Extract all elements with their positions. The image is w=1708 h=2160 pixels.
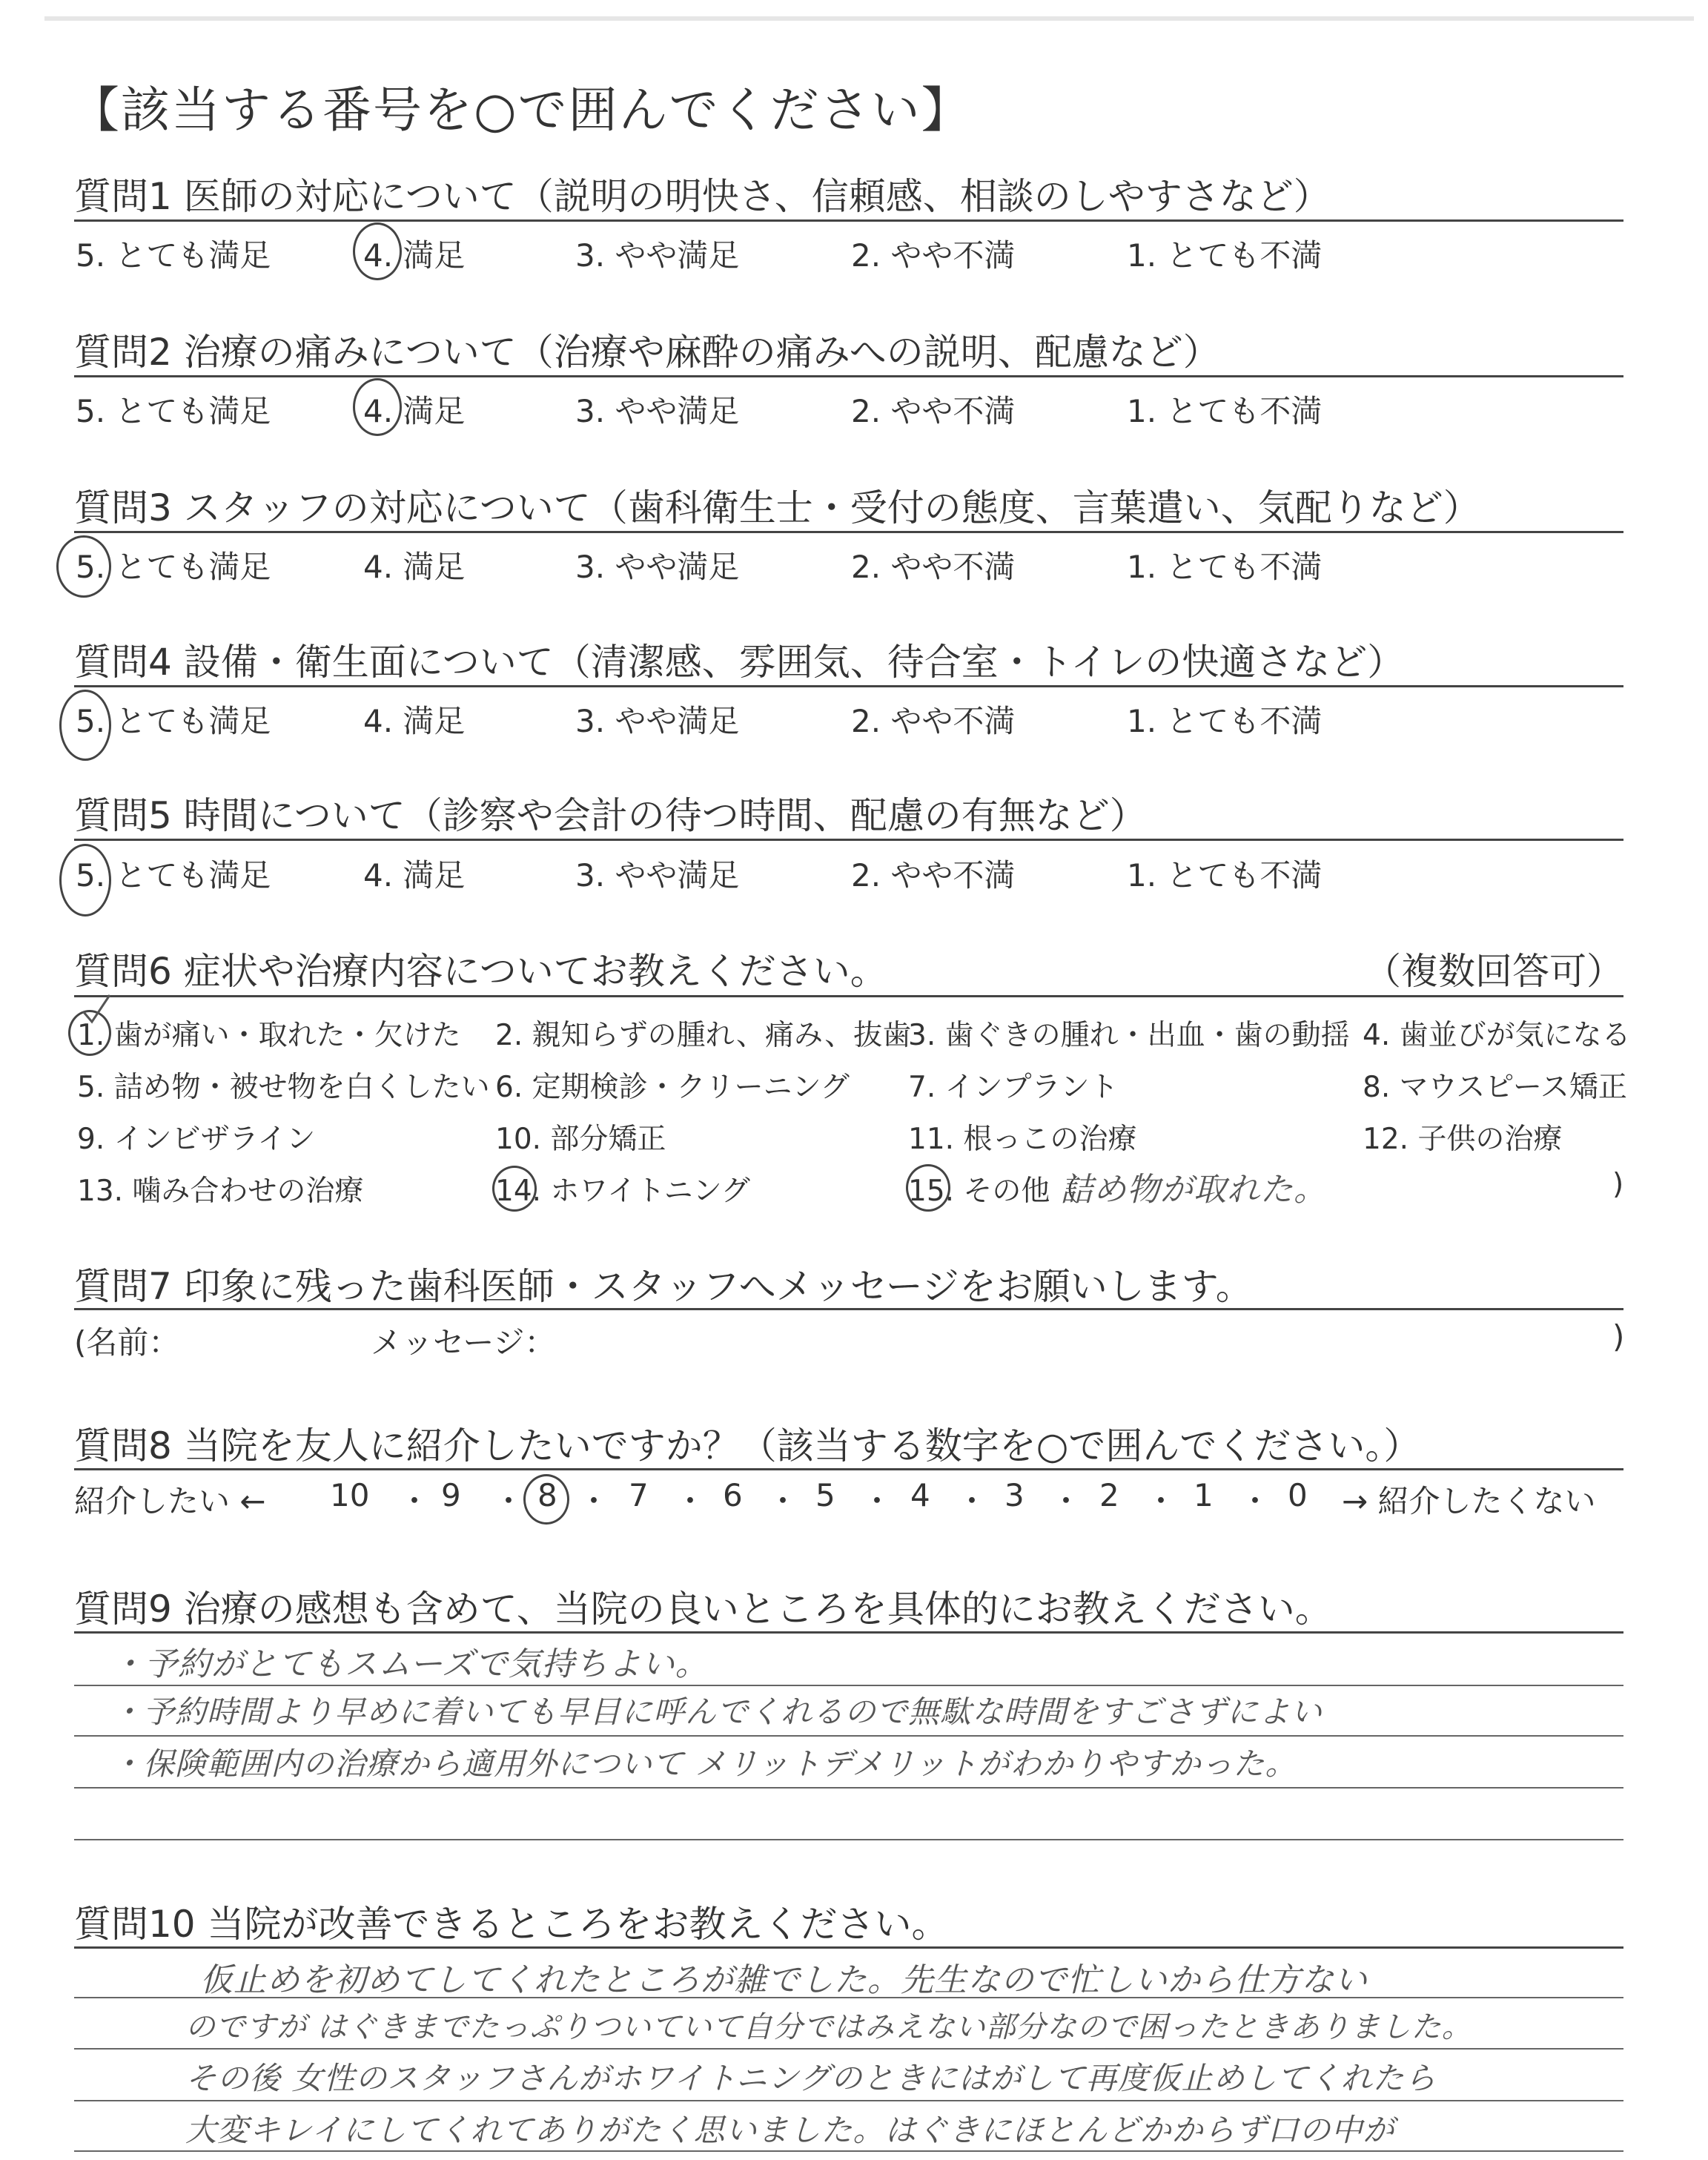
- q10-answer-line-4: 大変キレイにしてくれてありがたく思いました。はぐきにほとんどかからず口の中が: [185, 2112, 1395, 2148]
- q4-option-2[interactable]: 2. やや不満: [851, 703, 1016, 739]
- q7-close-paren: ): [1612, 1318, 1625, 1355]
- q8-score-0[interactable]: 0: [1288, 1477, 1308, 1513]
- question-2-label: 質問2 治療の痛みについて（治療や麻酔の痛みへの説明、配慮など）: [74, 331, 1220, 374]
- q8-dot: ・: [767, 1483, 799, 1519]
- q9-answer-line-1: ・予約がとてもスムーズで気持ちよい。: [111, 1645, 709, 1683]
- question-7-label: 質問7 印象に残った歯科医師・スタッフへメッセージをお願いします。: [74, 1265, 1253, 1308]
- q8-dot: ・: [399, 1483, 431, 1519]
- q10-answer-line-2: のですが はぐきまでたっぷりついていて自分ではみえない部分なので困ったときありました。: [185, 2010, 1472, 2044]
- question-9-label: 質問9 治療の感想も含めて、当院の良いところを具体的にお教えください。: [74, 1588, 1332, 1631]
- q6-option-2[interactable]: 2. 親知らずの腫れ、痛み、抜歯: [495, 1019, 912, 1052]
- q2-option-4[interactable]: 4. 満足: [363, 393, 466, 429]
- q4-option-3[interactable]: 3. やや満足: [575, 703, 740, 739]
- q8-dot: ・: [861, 1483, 893, 1519]
- question-10-rule-5: [74, 2150, 1623, 2152]
- q6-other-handwritten: 詰め物が取れた。: [1060, 1171, 1327, 1209]
- q2-option-1[interactable]: 1. とても不満: [1127, 393, 1323, 429]
- question-7-rule: [74, 1308, 1623, 1310]
- q1-answer-circle: [353, 222, 402, 280]
- question-3-label: 質問3 スタッフの対応について（歯科衛生士・受付の態度、言葉遣い、気配りなど）: [74, 486, 1480, 529]
- q4-option-5[interactable]: 5. とても満足: [76, 703, 271, 739]
- form-instruction: 【該当する番号を○で囲んでください】: [70, 82, 972, 139]
- q2-option-5[interactable]: 5. とても満足: [76, 393, 271, 429]
- question-4-rule: [74, 685, 1623, 687]
- q6-option-4[interactable]: 4. 歯並びが気になる: [1363, 1019, 1631, 1052]
- question-10-rule-1: [74, 1946, 1623, 1949]
- q2-option-2[interactable]: 2. やや不満: [851, 393, 1016, 429]
- q6-option-5[interactable]: 5. 詰め物・被せ物を白くしたい: [77, 1071, 490, 1104]
- q6-option-9[interactable]: 9. インビザライン: [77, 1123, 316, 1156]
- q8-score-3[interactable]: 3: [1004, 1477, 1025, 1513]
- q8-dot: ・: [493, 1483, 525, 1519]
- q7-name-label: (名前：: [74, 1324, 180, 1361]
- q8-score-6[interactable]: 6: [723, 1477, 743, 1513]
- question-1-rule: [74, 219, 1623, 222]
- question-2-rule: [74, 375, 1623, 377]
- q8-right-label: → 紹介したくない: [1342, 1483, 1596, 1519]
- q1-option-4[interactable]: 4. 満足: [363, 237, 466, 274]
- q6-option-6[interactable]: 6. 定期検診・クリーニング: [495, 1071, 850, 1104]
- q1-option-1[interactable]: 1. とても不満: [1127, 237, 1323, 274]
- q10-answer-line-3: その後 女性のスタッフさんがホワイトニングのときにはがして再度仮止めしてくれたら: [185, 2060, 1437, 2096]
- question-10-rule-4: [74, 2100, 1623, 2101]
- question-4-label: 質問4 設備・衛生面について（清潔感、雰囲気、待合室・トイレの快適さなど）: [74, 641, 1405, 684]
- q2-answer-circle: [353, 378, 402, 436]
- q3-option-4[interactable]: 4. 満足: [363, 549, 466, 585]
- q5-option-5[interactable]: 5. とても満足: [76, 857, 271, 894]
- q1-option-3[interactable]: 3. やや満足: [575, 237, 740, 274]
- question-9-rule-1: [74, 1631, 1623, 1634]
- q6-option-13[interactable]: 13. 噛み合わせの治療: [77, 1175, 364, 1208]
- question-5-rule: [74, 839, 1623, 841]
- q6-answer-circle-14: [492, 1166, 537, 1212]
- q5-answer-circle: [59, 844, 111, 916]
- q6-option-10[interactable]: 10. 部分矯正: [495, 1123, 666, 1156]
- q5-option-4[interactable]: 4. 満足: [363, 857, 466, 894]
- q4-option-1[interactable]: 1. とても不満: [1127, 703, 1323, 739]
- q8-dot: ・: [1145, 1483, 1177, 1519]
- q5-option-2[interactable]: 2. やや不満: [851, 857, 1016, 894]
- q6-option-3[interactable]: 3. 歯ぐきの腫れ・出血・歯の動揺: [908, 1019, 1350, 1052]
- q8-score-7[interactable]: 7: [629, 1477, 649, 1513]
- q8-answer-circle: [523, 1474, 569, 1525]
- q1-option-2[interactable]: 2. やや不満: [851, 237, 1016, 274]
- q6-answer-circle-15: [906, 1164, 950, 1212]
- q3-option-1[interactable]: 1. とても不満: [1127, 549, 1323, 585]
- question-9-rule-4: [74, 1787, 1623, 1789]
- q8-dot: ・: [578, 1483, 610, 1519]
- q8-score-4[interactable]: 4: [910, 1477, 930, 1513]
- q8-dot: ・: [956, 1483, 988, 1519]
- q3-option-2[interactable]: 2. やや不満: [851, 549, 1016, 585]
- q4-option-4[interactable]: 4. 満足: [363, 703, 466, 739]
- q8-score-8[interactable]: 8: [537, 1477, 557, 1513]
- q10-answer-line-1: 仮止めを初めてしてくれたところが雑でした。先生なので忙しいから仕方ない: [200, 1961, 1368, 1999]
- question-9-rule-5: [74, 1839, 1623, 1840]
- q6-option-7[interactable]: 7. インプラント: [908, 1071, 1119, 1104]
- q7-message-label: メッセージ：: [371, 1324, 556, 1361]
- q6-other-close-paren: ): [1612, 1168, 1624, 1201]
- question-9-rule-3: [74, 1735, 1623, 1737]
- q8-dot: ・: [675, 1483, 706, 1519]
- question-5-label: 質問5 時間について（診察や会計の待つ時間、配慮の有無など）: [74, 794, 1147, 837]
- q8-dot: ・: [1239, 1483, 1271, 1519]
- q8-score-1[interactable]: 1: [1194, 1477, 1214, 1513]
- q3-answer-circle: [56, 535, 111, 598]
- q6-option-14[interactable]: 14. ホワイトニング: [495, 1175, 750, 1208]
- question-3-rule: [74, 531, 1623, 533]
- q8-left-label: 紹介したい ←: [74, 1483, 266, 1519]
- q6-option-12[interactable]: 12. 子供の治療: [1363, 1123, 1563, 1156]
- question-8-rule: [74, 1468, 1623, 1470]
- question-10-label: 質問10 当院が改善できるところをお教えください。: [74, 1903, 949, 1946]
- question-6-rule: [74, 995, 1623, 997]
- q8-score-5[interactable]: 5: [815, 1477, 835, 1513]
- q2-option-3[interactable]: 3. やや満足: [575, 393, 740, 429]
- q3-option-3[interactable]: 3. やや満足: [575, 549, 740, 585]
- q9-answer-line-3: ・保険範囲内の治療から適用外について メリットデメリットがわかりやすかった。: [111, 1745, 1297, 1782]
- q5-option-3[interactable]: 3. やや満足: [575, 857, 740, 894]
- q6-option-1[interactable]: 1. 歯が痛い・取れた・欠けた: [77, 1019, 461, 1052]
- question-1-label: 質問1 医師の対応について（説明の明快さ、信頼感、相談のしやすさなど）: [74, 175, 1331, 218]
- question-8-label: 質問8 当院を友人に紹介したいですか？（該当する数字を○で囲んでください。）: [74, 1424, 1421, 1467]
- q6-check-mark: [80, 992, 113, 1025]
- top-border: [44, 16, 1694, 21]
- q4-answer-circle: [59, 690, 111, 761]
- q8-dot: ・: [1050, 1483, 1082, 1519]
- question-6-note: （複数回答可）: [1364, 950, 1623, 993]
- q9-answer-line-2: ・予約時間より早めに着いても早目に呼んでくれるので無駄な時間をすごさずによい: [111, 1694, 1323, 1730]
- q6-option-11[interactable]: 11. 根っこの治療: [908, 1123, 1137, 1156]
- q8-score-2[interactable]: 2: [1099, 1477, 1119, 1513]
- q5-option-1[interactable]: 1. とても不満: [1127, 857, 1323, 894]
- q8-score-10[interactable]: 10: [330, 1477, 370, 1513]
- q3-option-5[interactable]: 5. とても満足: [76, 549, 271, 585]
- question-9-rule-2: [74, 1685, 1623, 1686]
- q6-option-15[interactable]: 15. その他（: [908, 1175, 1079, 1208]
- q6-option-8[interactable]: 8. マウスピース矯正: [1363, 1071, 1627, 1104]
- q1-option-5[interactable]: 5. とても満足: [76, 237, 271, 274]
- question-6-label: 質問6 症状や治療内容についてお教えください。: [74, 950, 887, 993]
- question-10-rule-3: [74, 2048, 1623, 2050]
- q8-score-9[interactable]: 9: [441, 1477, 461, 1513]
